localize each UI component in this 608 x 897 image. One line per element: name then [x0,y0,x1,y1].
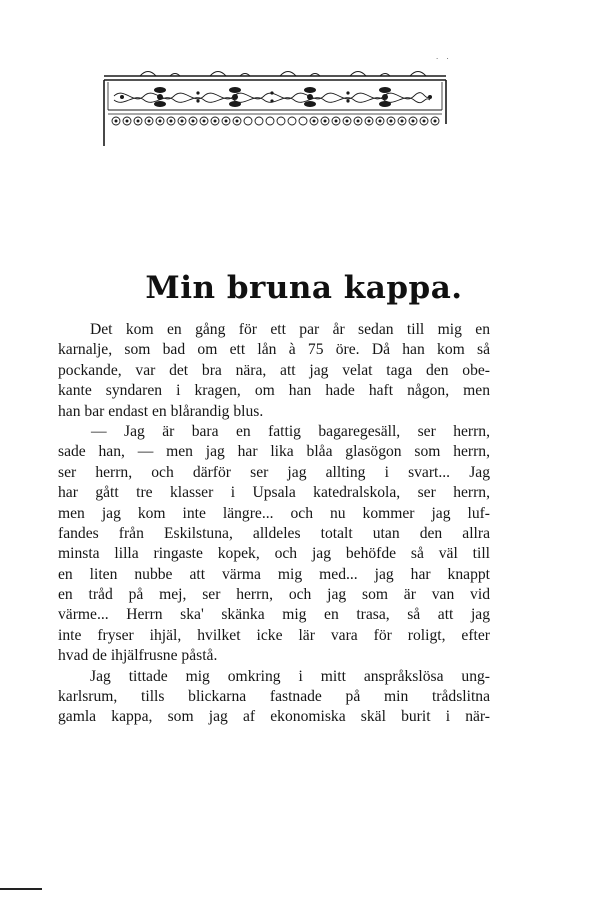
text-line: pockande, var det bra nära, att jag velat taga den obe- [58,361,490,379]
text-line: — Jag är bara en fattig bagaregesäll, ser herrn, [91,422,490,440]
text-line: en liten nubbe att värma mig med... jag har knappt [58,565,490,583]
text-line: karlsrum, tills blickarna fastnade på min trådslitna [58,688,490,706]
decorative-header-ornament [100,60,450,150]
text-line: gamla kappa, som jag af ekonomiska skäl burit i när- [58,708,490,726]
text-line: inte fryser ihjäl, hvilket icke lär vara för roligt, efter [58,626,490,644]
text-line: ser herrn, och därför ser jag allting i svart... Jag [58,463,490,481]
scan-edge-mark [0,888,42,890]
text-line: han bar endast en blårandig blus. [58,402,264,420]
chapter-title: Min bruna kappa. [145,270,463,306]
text-line: en tråd på mej, ser herrn, och jag som är van vid [58,586,490,604]
text-line: hvad de ihjälfrusne påstå. [58,647,218,665]
text-line: men jag kom inte längre... och nu kommer jag luf- [58,504,490,522]
text-line: sade han, — men jag har lika blåa glasögon som herrn, [58,443,490,461]
text-line: Jag tittade mig omkring i mitt anspråkslösa ung- [90,667,490,685]
scan-speckle: · · [436,55,452,63]
text-line: kante syndaren i kragen, om han hade haft någon, men [58,382,490,400]
body-text [58,320,490,728]
text-line: karnalje, som bad om ett lån à 75 öre. Då han kom så [58,341,490,359]
text-line: fandes från Eskilstuna, alldeles totalt utan den allra [58,524,490,542]
text-line: minsta lilla ringaste kopek, och jag behöfde så väl till [58,545,490,563]
text-line: har gått tre klasser i Upsala katedralskola, ser herrn, [58,484,490,502]
text-line: värme... Herrn ska' skänka mig en trasa, så att jag [58,606,490,624]
text-line: Det kom en gång för ett par år sedan till mig en [90,321,490,338]
